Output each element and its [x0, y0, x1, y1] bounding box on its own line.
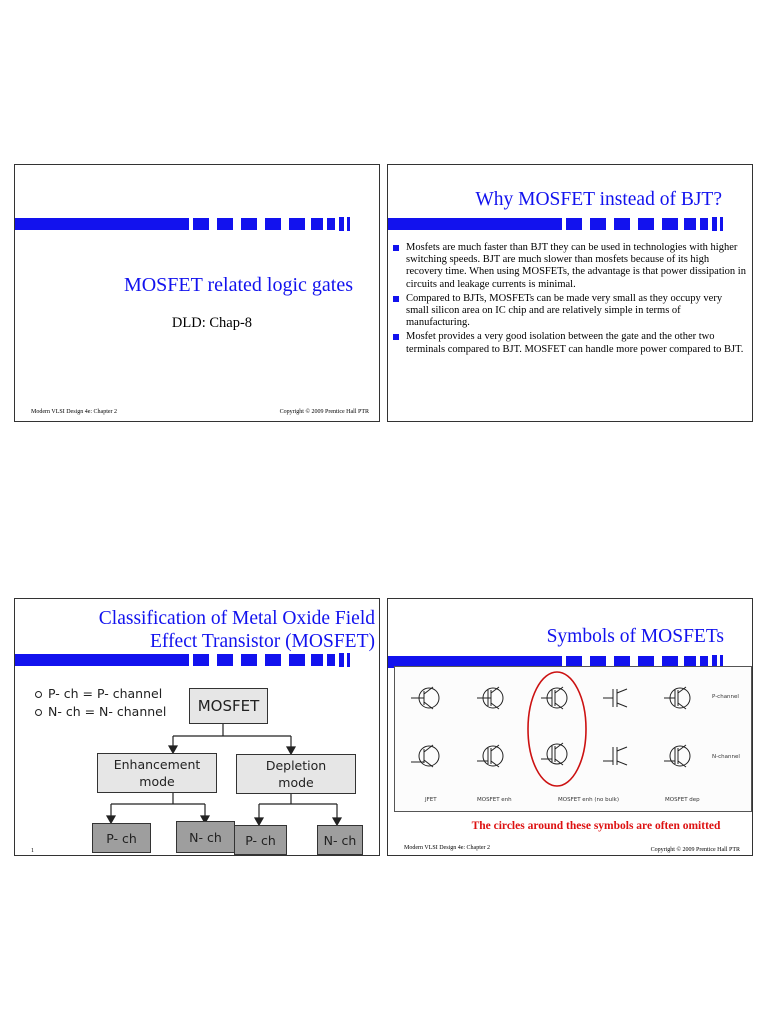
- slide-symbols: [387, 598, 753, 856]
- row-label-n-channel: N-channel: [712, 754, 740, 760]
- footer-left: Modern VLSI Design 4e: Chapter 2: [404, 845, 491, 851]
- slide-title-text: Why MOSFET instead of BJT?: [475, 189, 722, 210]
- slide-title: [14, 164, 380, 422]
- title-bar-decoration: [15, 217, 379, 231]
- highlight-ellipse: [528, 672, 586, 786]
- list-item: Compared to BJTs, MOSFETs can be made very small as they occupy very small silicon area on IC chip and are relatively simple in terms of manufacturing.: [390, 293, 746, 330]
- list-item: Mosfets are much faster than BJT they can be used in technologies with higher switching speeds. BJT are much slower than mosfets because of its high recovery time. When using MOSFETs, the advantage is that power dissipation in circuits and leakage currents is minimal.: [390, 242, 746, 291]
- col-label-mosfet-dep: MOSFET dep: [665, 797, 700, 803]
- list-item: Mosfet provides a very good isolation between the gate and the other two terminals compared to BJT. MOSFET can handle more power compared to BJT.: [390, 331, 746, 355]
- col-label-mosfet-enh: MOSFET enh: [477, 797, 512, 803]
- slide-title-text: Symbols of MOSFETs: [546, 626, 724, 647]
- enh-p-channel-node: P- ch: [92, 823, 151, 853]
- bullet-square-icon: [393, 296, 399, 302]
- channel-legend: P- ch = P- channel N- ch = N- channel: [35, 685, 166, 721]
- tree-connectors: [15, 599, 380, 856]
- slide-classification: [14, 598, 380, 856]
- row-label-p-channel: P-channel: [712, 694, 739, 700]
- enh-n-channel-node: N- ch: [176, 821, 235, 853]
- mosfet-symbols-graphic: [395, 667, 751, 811]
- bullet-square-icon: [393, 334, 399, 340]
- page-number: 1: [31, 848, 34, 854]
- title-bar-decoration: [388, 217, 752, 231]
- slide-title-text: Classification of Metal Oxide Field Effect Transistor (MOSFET): [98, 608, 375, 652]
- bullet-square-icon: [393, 245, 399, 251]
- col-label-jfet: JFET: [425, 797, 437, 803]
- symbols-note: The circles around these symbols are often omitted: [471, 820, 721, 832]
- symbols-figure: [394, 666, 752, 812]
- depletion-mode-node: Depletion mode: [236, 754, 356, 794]
- slide-subtitle: DLD: Chap-8: [171, 315, 253, 331]
- mosfet-root-node: MOSFET: [189, 688, 268, 724]
- bullet-list: [390, 242, 746, 358]
- footer-left: Modern VLSI Design 4e: Chapter 2: [31, 409, 118, 415]
- col-label-mosfet-enh-no-bulk: MOSFET enh (no bulk): [558, 797, 619, 803]
- footer-right: Copyright © 2009 Prentice Hall PTR: [650, 847, 740, 853]
- footer-right: Copyright © 2009 Prentice Hall PTR: [279, 409, 369, 415]
- dep-n-channel-node: N- ch: [317, 825, 363, 855]
- slide-why-mosfet: [387, 164, 753, 422]
- enhancement-mode-node: Enhancement mode: [97, 753, 217, 793]
- dep-p-channel-node: P- ch: [234, 825, 287, 855]
- slide-title-text: MOSFET related logic gates: [123, 274, 353, 296]
